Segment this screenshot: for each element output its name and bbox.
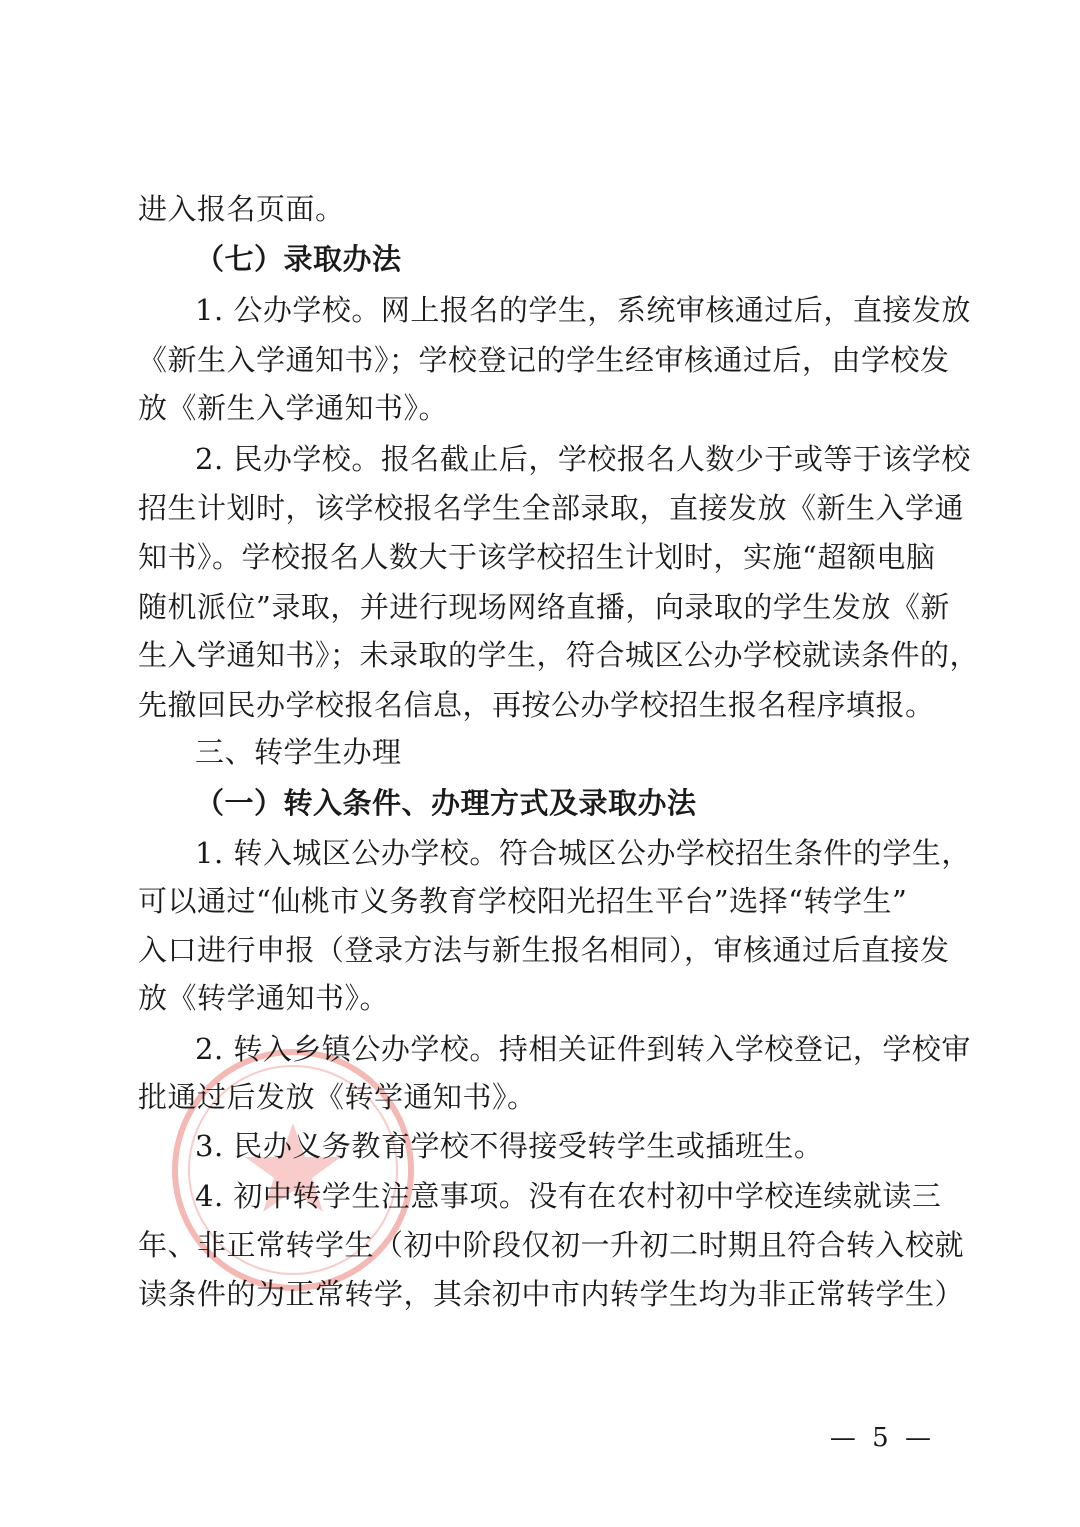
paragraph-line: 放《转学通知书》。: [138, 981, 390, 1015]
section-heading: （七）录取办法: [195, 242, 402, 276]
paragraph-line: 3. 民办义务教育学校不得接受转学生或插班生。: [195, 1129, 824, 1163]
page-number: — 5 —: [829, 1423, 935, 1453]
paragraph-line: 1. 转入城区公办学校。符合城区公办学校招生条件的学生，: [195, 836, 971, 870]
paragraph-line: 招生计划时，该学校报名学生全部录取，直接发放《新生入学通: [138, 491, 965, 525]
paragraph-line: 2. 转入乡镇公办学校。持相关证件到转入学校登记，学校审: [195, 1032, 971, 1066]
paragraph-line: 知书》。学校报名人数大于该学校招生计划时，实施“超额电脑: [138, 540, 936, 574]
paragraph-line: 年、非正常转学生（初中阶段仅初一升初二时期且符合转入校就: [138, 1228, 965, 1262]
paragraph-line: 4. 初中转学生注意事项。没有在农村初中学校连续就读三: [195, 1179, 942, 1213]
paragraph-line: 批通过后发放《转学通知书》。: [138, 1080, 537, 1114]
paragraph-line: 先撤回民办学校报名信息，再按公办学校招生报名程序填报。: [138, 688, 935, 722]
chapter-heading: 三、转学生办理: [195, 735, 402, 769]
paragraph-line: 生入学通知书》；未录取的学生，符合城区公办学校就读条件的，: [138, 638, 980, 672]
paragraph-line: 放《新生入学通知书》。: [138, 391, 449, 425]
section-heading: （一）转入条件、办理方式及录取办法: [195, 786, 697, 820]
paragraph-line: 可以通过“仙桃市义务教育学校阳光招生平台”选择“转学生”: [138, 884, 908, 918]
paragraph-line: 读条件的为正常转学，其余初中市内转学生均为非正常转学生）: [138, 1277, 965, 1311]
paragraph-line: 《新生入学通知书》；学校登记的学生经审核通过后，由学校发: [138, 343, 950, 377]
paragraph-line: 随机派位”录取，并进行现场网络直播，向录取的学生发放《新: [138, 590, 950, 624]
paragraph-line: 1. 公办学校。网上报名的学生，系统审核通过后，直接发放: [195, 293, 971, 327]
paragraph-line: 入口进行申报（登录方法与新生报名相同），审核通过后直接发: [138, 933, 950, 967]
paragraph-line: 进入报名页面。: [138, 192, 345, 226]
paragraph-line: 2. 民办学校。报名截止后，学校报名人数少于或等于该学校: [195, 442, 971, 476]
